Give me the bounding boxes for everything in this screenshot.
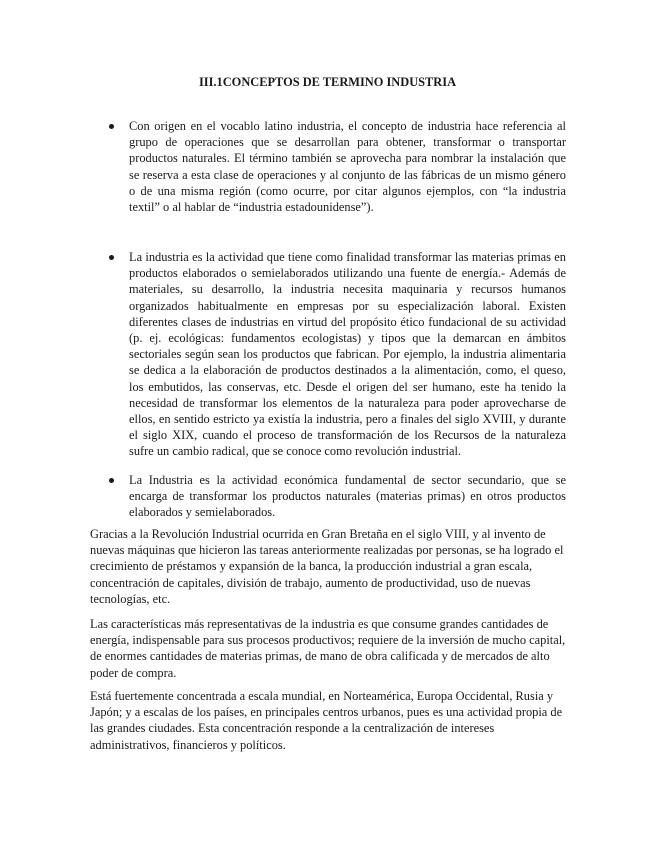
bullet-dot-icon: [109, 255, 114, 260]
bullet-item: [104, 118, 566, 215]
document-title: III.1CONCEPTOS DE TERMINO INDUSTRIA: [198, 75, 457, 89]
bullet-list-2: [104, 249, 566, 460]
bullet-dot-icon: [109, 124, 114, 129]
bullet-text: La Industria es la actividad económica fundamental de sector secundario, que se encarga de transformar los productos naturales (materias primas) en otros productos elaborados y semielaborados.: [129, 473, 566, 520]
paragraph-revolucion-industrial: Gracias a la Revolución Industrial ocurrida en Gran Bretaña en el siglo VIII, y al invento de nuevas máquinas que hicieron las tareas anteriormente realizadas por personas, se ha logrado el crecimiento de préstamos y expansión de la banca, la producción industrial a gran escala, concentración de capitales, división de trabajo, aumento de productividad, uso de nuevas tecnologías, etc.: [90, 527, 564, 606]
bullet-text: La industria es la actividad que tiene como finalidad transformar las materias primas en productos elaborados o semielaborados utilizando una fuente de energía.- Además de materiales, su desarrollo, la industria necesita maquinaria y recursos humanos organizados habitualmente en empresas por su especialización laboral. Existen diferentes clases de industrias en virtud del propósito ético fundacional de su actividad (p. ej. ecológicas: fundamentos ecologistas) y tipos que la demarcan en ámbitos sectoriales según sean los productos que fabrican. Por ejemplo, la industria alimentaria se dedica a la elaboración de productos destinados a la alimentación, como, el queso, los embutidos, las conservas, etc. Desde el origen del ser humano, este ha tenido la necesidad de transformar los elementos de la naturaleza para poder aprovecharse de ellos, en sentido estricto ya existía la industria, pero a finales del siglo XVIII, y durante el siglo XIX, cuando el proceso de transformación de los Recursos de la naturaleza sufre un cambio radical, que se conoce como revolución industrial.: [129, 250, 566, 459]
bullet-item: [104, 249, 566, 460]
bullet-list-3: [104, 472, 566, 521]
bullet-item: [104, 472, 566, 521]
paragraph-concentracion: Está fuertemente concentrada a escala mundial, en Norteamérica, Europa Occidental, Rusia y Japón; y a escalas de los países, en principales centros urbanos, pues es una actividad propia de las grandes ciudades. Esta concentración responde a la centralización de intereses administrativos, financieros y políticos.: [90, 689, 563, 752]
bullet-text: Con origen en el vocablo latino industria, el concepto de industria hace referencia al grupo de operaciones que se desarrollan para obtener, transformar o transportar productos naturales. El término también se aprovecha para nombrar la instalación que se reserva a esta clase de operaciones y al conjunto de las fábricas de un mismo género o de una misma región (como ocurre, por citar algunos ejemplos, con “la industria textil” o al hablar de “industria estadounidense”).: [129, 119, 566, 215]
bullet-list-1: [104, 118, 566, 215]
paragraph-caracteristicas: Las características más representativas de la industria es que consume grandes cantidades de energía, indispensable para sus procesos productivos; requiere de la inversión de mucho capital, de enormes cantidades de materias primas, de mano de obra calificada y de mercados de alto poder de compra.: [90, 617, 566, 680]
bullet-dot-icon: [109, 478, 114, 483]
